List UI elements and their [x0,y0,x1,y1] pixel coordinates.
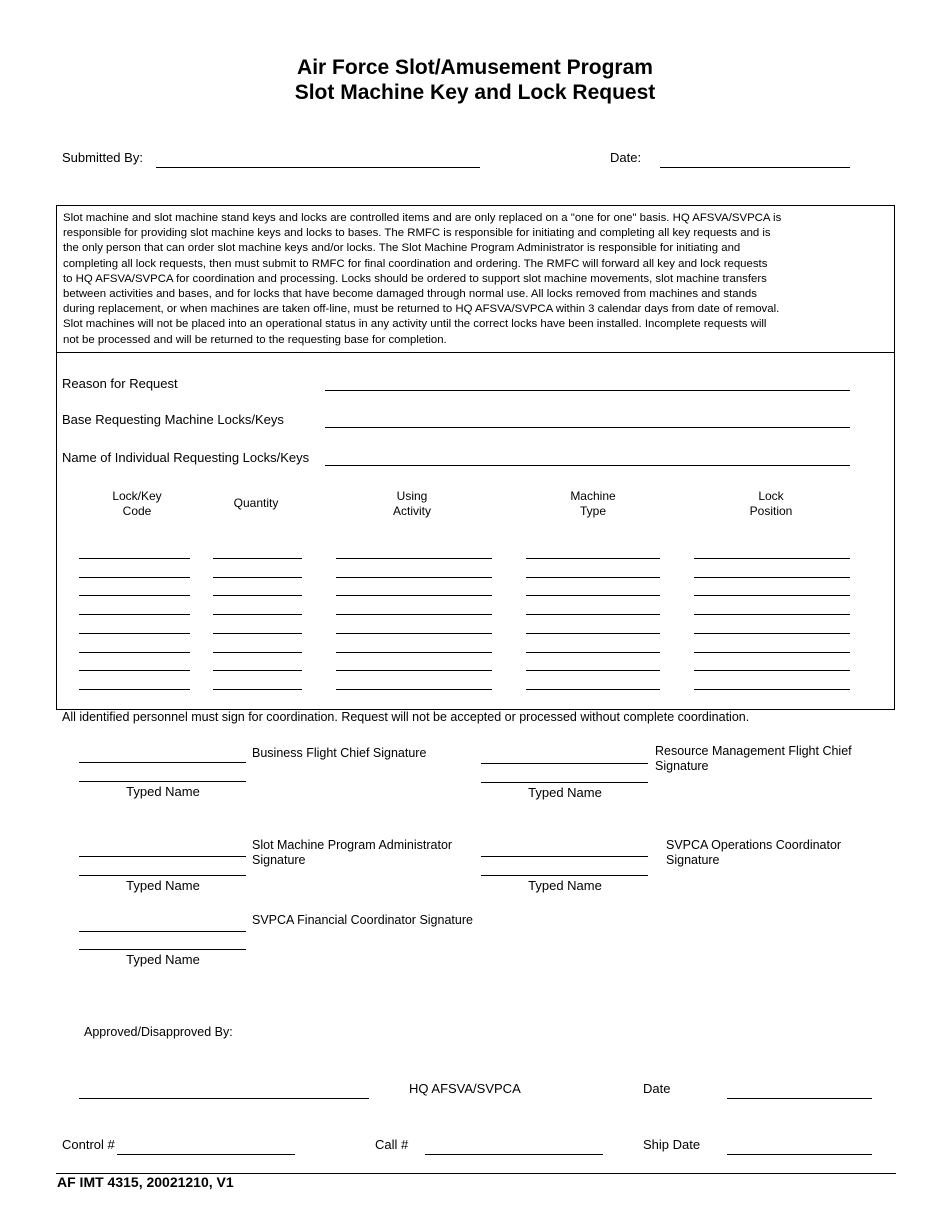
machine-type-field[interactable] [526,652,660,653]
lock-position-field[interactable] [694,614,850,615]
col-header-text: Type [579,504,606,518]
quantity-field[interactable] [213,670,302,671]
lock-position-field[interactable] [694,652,850,653]
col-header-quantity [206,496,306,511]
submitted-by-field[interactable] [156,167,480,168]
control-number-field[interactable] [117,1154,295,1155]
instruction-line: not be processed and will be returned to the requesting base for completion. [63,333,447,346]
fin-coordinator-label: SVPCA Financial Coordinator Signature [252,913,473,927]
typed-name-label: Typed Name [126,784,200,799]
machine-type-field[interactable] [526,577,660,578]
col-header-text: Using [396,489,428,503]
form-title-line1: Air Force Slot/Amusement Program [297,56,653,79]
using-activity-field[interactable] [336,652,492,653]
machine-type-field[interactable] [526,670,660,671]
date-field[interactable] [660,167,850,168]
call-number-field[interactable] [425,1154,603,1155]
machine-type-field[interactable] [526,614,660,615]
col-header-lock-position [721,489,821,519]
quantity-field[interactable] [213,558,302,559]
ops-coordinator-label-line: SVPCA Operations Coordinator [666,838,842,852]
slot-admin-label-line: Signature [252,853,306,867]
using-activity-field[interactable] [336,689,492,690]
control-number-label: Control # [62,1137,115,1152]
slot-admin-label-line: Slot Machine Program Administrator [252,838,453,852]
requester-name-label: Name of Individual Requesting Locks/Keys [62,450,310,465]
instruction-line: during replacement, or when machines are taken off-line, must be returned to HQ AFSVA/SVPCA within 3 calendar days from date of removal. [63,303,780,316]
slot-admin-label [252,838,452,868]
fin-coordinator-signature-field[interactable] [79,931,246,932]
machine-type-field[interactable] [526,558,660,559]
approval-date-field[interactable] [727,1098,872,1099]
business-flight-chief-label: Business Flight Chief Signature [252,746,427,760]
lock-position-field[interactable] [694,689,850,690]
lock-position-field[interactable] [694,595,850,596]
lock-position-field[interactable] [694,577,850,578]
hq-office-label: HQ AFSVA/SVPCA [409,1081,521,1096]
typed-name-label: Typed Name [126,878,200,893]
quantity-field[interactable] [213,652,302,653]
base-label: Base Requesting Machine Locks/Keys [62,412,284,427]
form-title-line2: Slot Machine Key and Lock Request [294,81,656,104]
fin-coordinator-typed-name-field[interactable] [79,949,246,950]
instruction-line: responsible for providing slot machine keys and locks to bases. The RMFC is responsible for initiating and completing all key requests and is [63,227,771,240]
request-form-box [56,353,895,710]
quantity-field[interactable] [213,577,302,578]
lock-key-code-field[interactable] [79,652,190,653]
ship-date-label: Ship Date [643,1137,701,1152]
col-header-text: Quantity [233,496,279,510]
col-header-text: Code [122,504,152,518]
ops-coordinator-label-line: Signature [666,853,720,867]
col-header-text: Position [749,504,793,518]
lock-position-field[interactable] [694,670,850,671]
lock-position-field[interactable] [694,633,850,634]
col-header-using-activity [362,489,462,519]
approved-by-label: Approved/Disapproved By: [84,1025,233,1039]
instruction-line: Slot machines will not be placed into an operational status in any activity until the correct locks have been installed. Incomplete requests will [63,318,767,331]
business-flight-chief-typed-name-field[interactable] [79,781,246,782]
submitted-by-label: Submitted By: [62,150,143,165]
approver-signature-field[interactable] [79,1098,369,1099]
coordination-note: All identified personnel must sign for coordination. Request will not be accepted or processed without complete coordination. [62,710,750,724]
rm-flight-chief-typed-name-field[interactable] [481,782,648,783]
reason-label: Reason for Request [62,376,178,391]
requester-name-field[interactable] [325,465,850,466]
instructions-box [56,205,895,353]
col-header-text: Activity [392,504,431,518]
machine-type-field[interactable] [526,689,660,690]
typed-name-label: Typed Name [528,785,602,800]
ops-coordinator-signature-field[interactable] [481,856,648,857]
ship-date-field[interactable] [727,1154,872,1155]
lock-position-field[interactable] [694,558,850,559]
quantity-field[interactable] [213,689,302,690]
form-number: AF IMT 4315, 20021210, V1 [57,1174,234,1190]
quantity-field[interactable] [213,614,302,615]
date-label: Date: [610,150,642,165]
lock-key-code-field[interactable] [79,595,190,596]
typed-name-label: Typed Name [126,952,200,967]
instruction-line: between activities and bases, and for locks that have become damaged through normal use. All locks removed from machines and stands [63,288,757,301]
col-header-text: Lock/Key [112,489,162,503]
rm-flight-chief-label [655,744,852,774]
rm-flight-chief-signature-field[interactable] [481,763,648,764]
ops-coordinator-typed-name-field[interactable] [481,875,648,876]
using-activity-field[interactable] [336,558,492,559]
col-header-text: Machine [570,489,616,503]
col-header-lock-key-code [87,489,187,519]
machine-type-field[interactable] [526,633,660,634]
lock-key-code-field[interactable] [79,558,190,559]
quantity-field[interactable] [213,595,302,596]
call-number-label: Call # [375,1137,409,1152]
using-activity-field[interactable] [336,614,492,615]
typed-name-label: Typed Name [528,878,602,893]
approval-date-label: Date [643,1081,671,1096]
rm-flight-chief-label-line: Resource Management Flight Chief [655,744,852,758]
col-header-machine-type [543,489,643,519]
business-flight-chief-signature-field[interactable] [79,762,246,763]
lock-key-code-field[interactable] [79,689,190,690]
lock-key-code-field[interactable] [79,614,190,615]
instruction-line: to HQ AFSVA/SVPCA for coordination and processing. Locks should be ordered to support slot machine movements, slot machine transfers [63,272,767,285]
quantity-field[interactable] [213,633,302,634]
reason-field[interactable] [325,390,850,391]
instruction-line: Slot machine and slot machine stand keys and locks are controlled items and are only replaced on a "one for one" basis. HQ AFSVA/SVPCA is [63,212,782,224]
slot-admin-typed-name-field[interactable] [79,875,246,876]
rm-flight-chief-label-line: Signature [655,759,709,773]
lock-key-code-field[interactable] [79,633,190,634]
base-field[interactable] [325,427,850,428]
lock-key-code-field[interactable] [79,670,190,671]
using-activity-field[interactable] [336,633,492,634]
instruction-line: the only person that can order slot machine keys and/or locks. The Slot Machine Program Administrator is responsible for initiating and [63,242,741,255]
using-activity-field[interactable] [336,595,492,596]
machine-type-field[interactable] [526,595,660,596]
lock-key-code-field[interactable] [79,577,190,578]
slot-admin-signature-field[interactable] [79,856,246,857]
ops-coordinator-label [666,838,841,868]
using-activity-field[interactable] [336,577,492,578]
col-header-text: Lock [758,489,784,503]
instruction-line: completing all lock requests, then must submit to RMFC for final coordination and ordering. The RMFC will forward all key and lock requests [63,257,768,270]
using-activity-field[interactable] [336,670,492,671]
